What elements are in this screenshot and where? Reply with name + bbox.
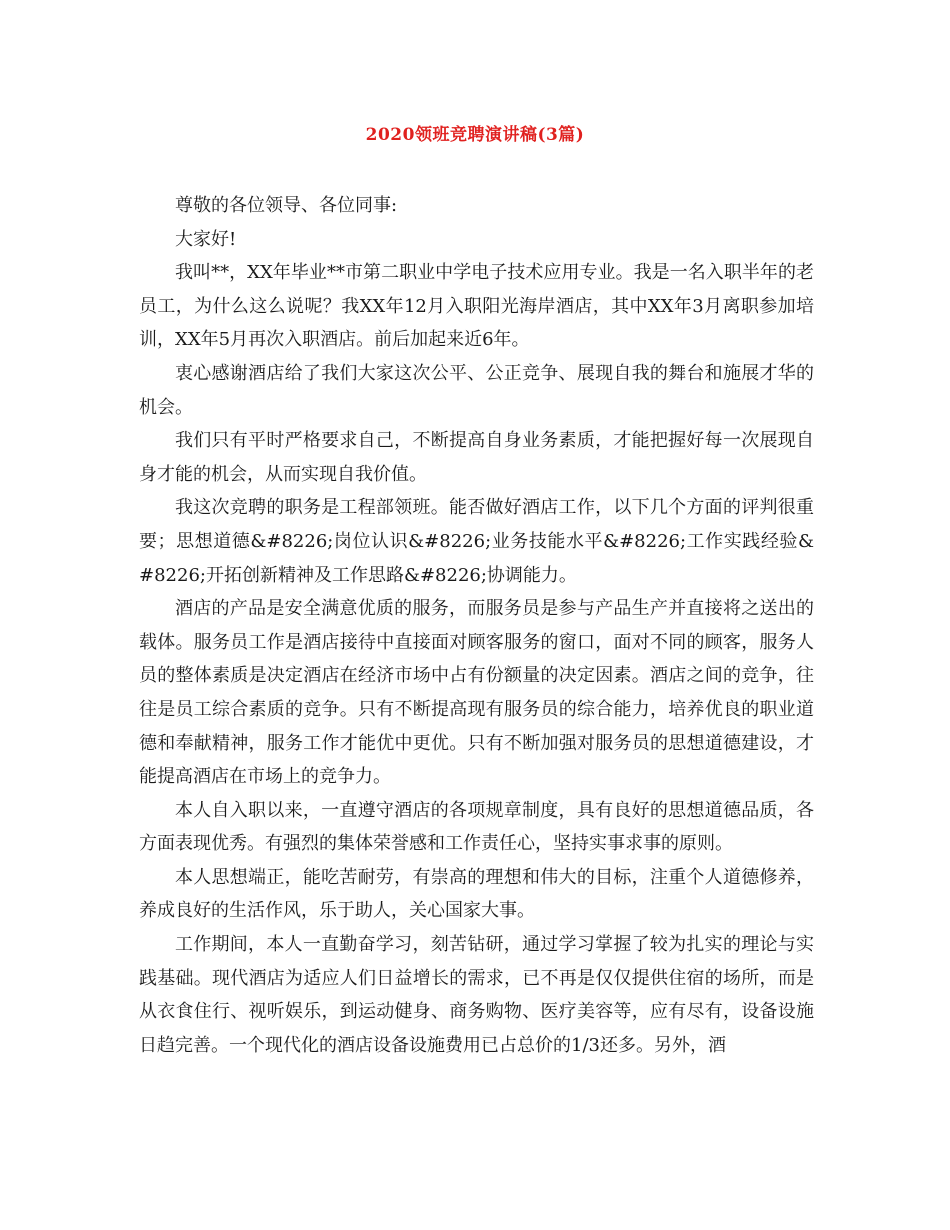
paragraph-introduction: 我叫**，XX年毕业**市第二职业中学电子技术应用专业。我是一名入职半年的老员工，为什么这么说呢？我XX年12月入职阳光海岸酒店，其中XX年3月离职参加培训，XX年5月再次入职酒店。前后加起来近6年。 — [139, 262, 814, 351]
paragraph-conduct: 本人自入职以来，一直遵守酒店的各项规章制度，具有良好的思想道德品质，各方面表现优秀。有强烈的集体荣誉感和工作责任心，坚持实事求事的原则。 — [139, 799, 814, 855]
document-body — [139, 189, 814, 1062]
document-title: 2020领班竞聘演讲稿(3篇) — [365, 125, 585, 145]
paragraph-character: 本人思想端正，能吃苦耐劳，有崇高的理想和伟大的目标，注重个人道德修养，养成良好的生活作风，乐于助人，关心国家大事。 — [139, 866, 814, 922]
paragraph-gratitude: 衷心感谢酒店给了我们大家这次公平、公正竞争、展现自我的舞台和施展才华的机会。 — [139, 362, 814, 418]
paragraph-self-requirement: 我们只有平时严格要求自己，不断提高自身业务素质，才能把握好每一次展现自身才能的机会，从而实现自我价值。 — [139, 430, 814, 485]
paragraph-position: 我这次竞聘的职务是工程部领班。能否做好酒店工作，以下几个方面的评判很重要；思想道德&#8226;岗位认识&#8226;业务技能水平&#8226;工作实践经验&#8226;开拓创新精神及工作思路&#8226;协调能力。 — [139, 497, 814, 586]
paragraph-service: 酒店的产品是安全满意优质的服务，而服务员是参与产品生产并直接将之送出的载体。服务员工作是酒店接待中直接面对顾客服务的窗口，面对不同的顾客，服务人员的整体素质是决定酒店在经济市场中占有份额量的决定因素。酒店之间的竞争，往往是员工综合素质的竞争。只有不断提高现有服务员的综合能力，培养优良的职业道德和奉献精神，服务工作才能优中更优。只有不断加强对服务员的思想道德建设，才能提高酒店在市场上的竞争力。 — [139, 598, 814, 788]
paragraph-study: 工作期间，本人一直勤奋学习，刻苦钻研，通过学习掌握了较为扎实的理论与实践基础。现代酒店为适应人们日益增长的需求，已不再是仅仅提供住宿的场所，而是从衣食住行、视听娱乐，到运动健身、商务购物、医疗美容等，应有尽有，设备设施日趋完善。一个现代化的酒店设备设施费用已占总价的1/3还多。另外，酒 — [139, 934, 814, 1056]
paragraph-salutation: 尊敬的各位领导、各位同事: — [175, 195, 398, 216]
paragraph-greeting: 大家好! — [175, 228, 237, 250]
